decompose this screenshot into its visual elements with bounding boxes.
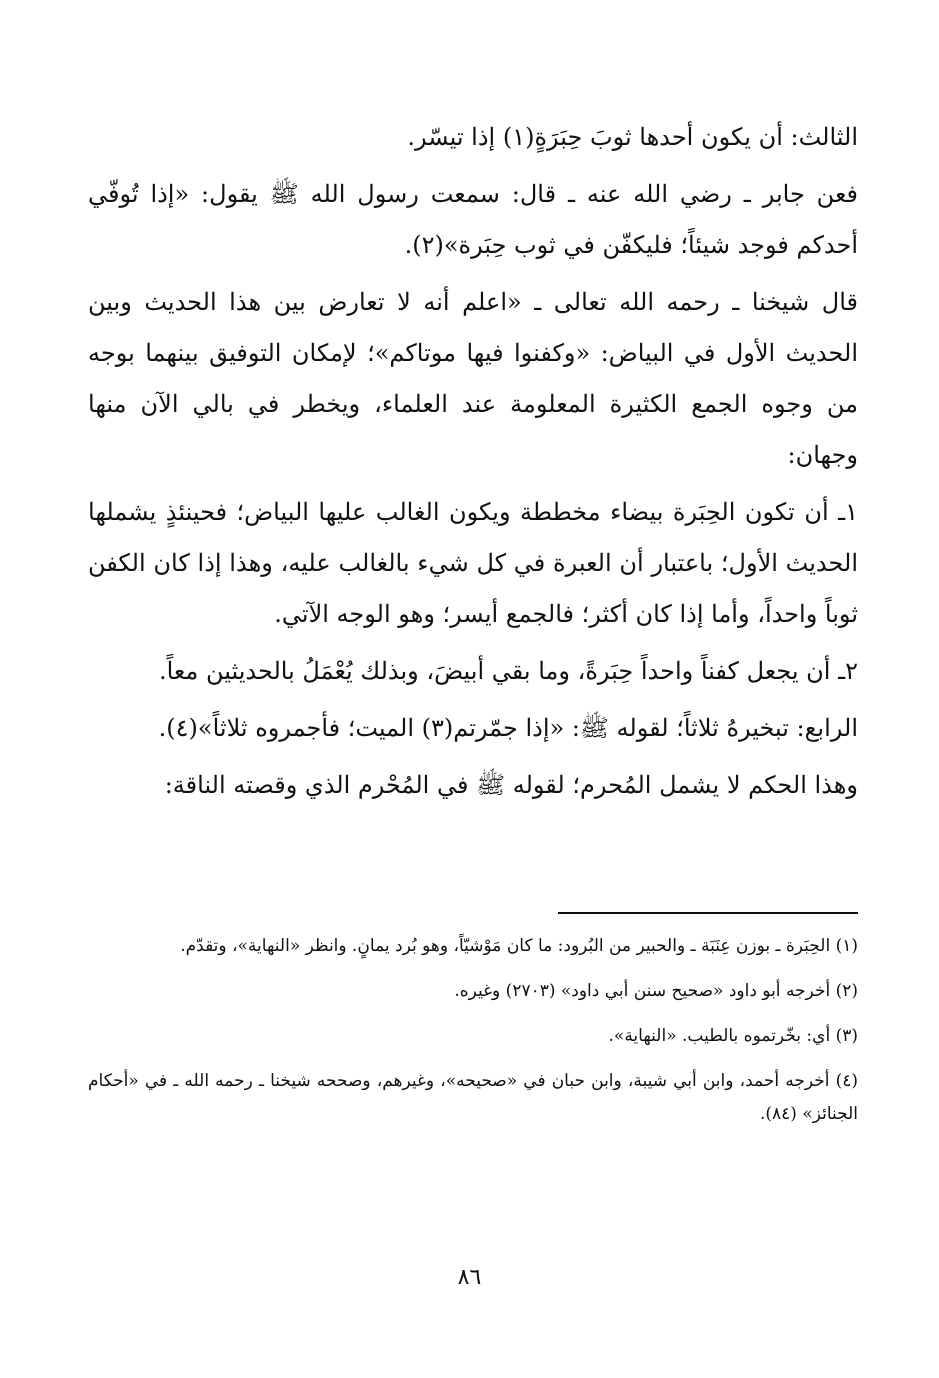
footnote-divider [558, 912, 858, 914]
paragraph-jabir-hadith: فعن جابر ـ رضي الله عنه ـ قال: سمعت رسول الله ﷺ يقول: «إذا تُوفّي أحدكم فوجد شيئاً؛ فليكفّن في ثوب حِبَرة»(٢). [88, 180, 858, 259]
main-text [88, 112, 858, 817]
footnote-3: (٣) أي: بخّرتموه بالطيب. «النهاية». [608, 1026, 858, 1046]
paragraph-first-way: ١ـ أن تكون الحِبَرة بيضاء مخططة ويكون الغالب عليها البياض؛ فحينئذٍ يشملها الحديث الأول؛ باعتبار أن العبرة في كل شيء بالغالب عليه، وهذا إذا كان الكفن ثوباً واحداً، وأما إذا كان أكثر؛ فالجمع أيسر؛ وهو الوجه الآتي. [88, 498, 858, 628]
paragraph-second-way: ٢ـ أن يجعل كفناً واحداً حِبَرةً، وما بقي أبيضَ، وبذلك يُعْمَلُ بالحديثين معاً. [158, 657, 858, 685]
footnote-4: (٤) أخرجه أحمد، وابن أبي شيبة، وابن حبان في «صحيحه»، وغيرهم، وصححه شيخنا ـ رحمه الله ـ في «أحكام الجنائز» (٨٤). [88, 1071, 858, 1124]
footnote-2: (٢) أخرجه أبو داود «صحيح سنن أبي داود» (٢٧٠٣) وغيره. [454, 981, 858, 1001]
paragraph-third-point: الثالث: أن يكون أحدها ثوبَ حِبَرَةٍ(١) إذا تيسّر. [407, 123, 858, 151]
footnotes-section [88, 930, 858, 1143]
footnote-1: (١) الحِبَرة ـ بوزن عِنَبَة ـ والحبير من البُرود: ما كان مَوْشيّاً، وهو بُرد يمانٍ. وانظر «النهاية»، وتقدّم. [180, 936, 858, 956]
page-number: ٨٦ [457, 1265, 482, 1290]
paragraph-fourth-point: الرابع: تبخيرهُ ثلاثاً؛ لقوله ﷺ: «إذا جمّرتم(٣) الميت؛ فأجمروه ثلاثاً»(٤). [158, 714, 858, 742]
paragraph-muhrim-ruling: وهذا الحكم لا يشمل المُحرم؛ لقوله ﷺ في المُحْرم الذي وقصته الناقة: [164, 771, 858, 799]
paragraph-shaykh-comment: قال شيخنا ـ رحمه الله تعالى ـ «اعلم أنه لا تعارض بين هذا الحديث وبين الحديث الأول في البياض: «وكفنوا فيها موتاكم»؛ لإمكان التوفيق بينهما بوجه من وجوه الجمع الكثيرة المعلومة عند العلماء، ويخطر في بالي الآن منها وجهان: [88, 288, 858, 469]
